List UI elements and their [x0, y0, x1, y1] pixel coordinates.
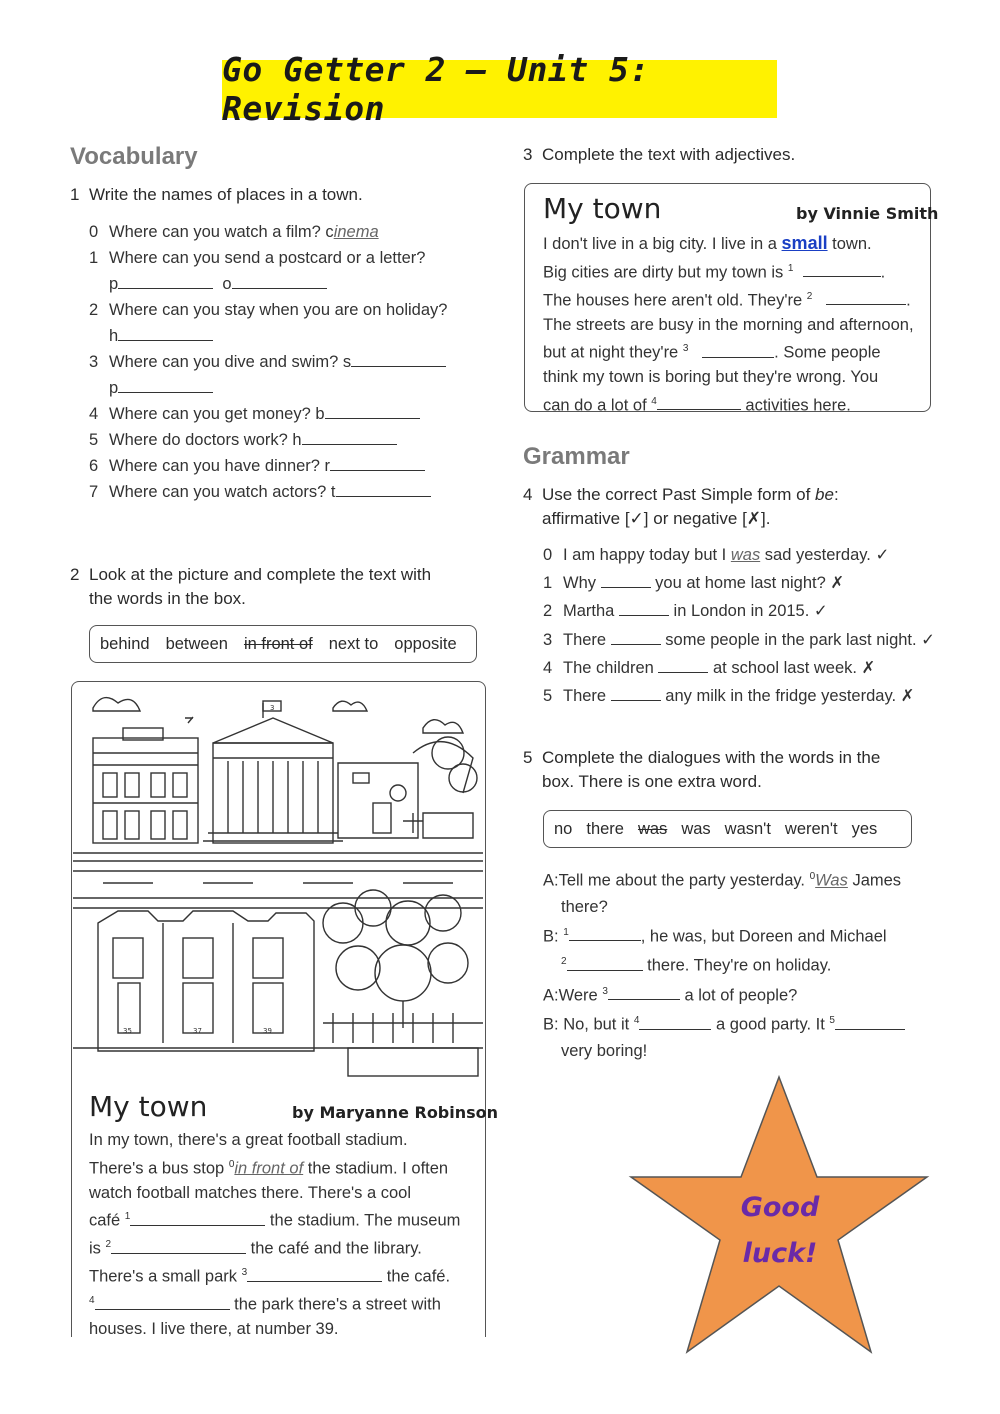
ex1-instruction: 1 Write the names of places in a town. [70, 185, 363, 204]
page-title: Go Getter 2 – Unit 5: Revision [222, 60, 777, 118]
answer-blank[interactable] [658, 656, 708, 673]
answer-blank[interactable] [601, 571, 651, 588]
dialogue-line: A:Were $^3$ a lot of people? [543, 979, 943, 1009]
word-option: opposite [394, 634, 457, 653]
answer-blank[interactable] [118, 324, 213, 341]
answer-blank[interactable] [608, 983, 680, 1000]
word-option: was [681, 819, 711, 838]
example-answer: inema [333, 223, 379, 241]
answer-blank[interactable] [325, 402, 420, 419]
house-number: 37 [193, 1027, 202, 1035]
answer-blank[interactable] [835, 1013, 905, 1030]
ex3-instruction: 3 Complete the text with adjectives. [523, 145, 796, 164]
good-luck-text: Good luck! [740, 1192, 820, 1269]
answer-blank[interactable] [702, 341, 774, 358]
answer-blank[interactable] [803, 260, 881, 277]
answer-blank[interactable] [247, 1265, 382, 1282]
grammar-heading: Grammar [523, 443, 630, 470]
ex3-text-byline: by Vinnie Smith [796, 204, 939, 223]
list-item: 5 There any milk in the fridge yesterday. ✗ [543, 682, 953, 710]
list-item: 2 Where can you stay when you are on holiday? [89, 301, 448, 319]
ex4-list [543, 541, 953, 710]
word-option: wasn't [724, 819, 771, 838]
word-option-used: was [637, 819, 668, 838]
list-item-cont: p [89, 375, 489, 401]
example-answer: was [730, 546, 761, 564]
list-item: 0 Where can you watch a film? cinema [89, 223, 379, 241]
word-option: between [165, 634, 228, 653]
museum-sign-number: 3 [270, 704, 275, 712]
ex2-instruction: 2 Look at the picture and complete the text with the words in the box. [70, 565, 432, 608]
list-item-cont: p o [89, 271, 489, 297]
answer-blank[interactable] [657, 393, 741, 410]
list-item: 3 Where can you dive and swim? s [89, 349, 489, 375]
list-item: 1 Where can you send a postcard or a letter? [89, 249, 426, 267]
answer-blank[interactable] [619, 599, 669, 616]
answer-blank[interactable] [567, 954, 643, 971]
word-option: weren't [784, 819, 838, 838]
town-illustration [73, 683, 483, 1078]
list-item: 0 I am happy today but I was sad yesterday. ✓ [543, 546, 890, 564]
answer-blank[interactable] [336, 480, 431, 497]
ex2-text-body: In my town, there's a great football stadium. There's a bus stop $^0$in front of the stadium. I often watch football matches there. There's a cool café $^1$ the stadium. The museum is $^2$ the café and the library. There's a small park $^3$ the café. $^4$ the park there's a street with houses. I live there, at number 39. [89, 1131, 461, 1338]
word-option-used: in front of [243, 634, 313, 653]
ex5-word-box [543, 810, 912, 848]
answer-blank[interactable] [130, 1209, 265, 1226]
answer-blank[interactable] [569, 924, 641, 941]
dialogue-line: B: No, but it $^4$ a good party. It $^5$ [543, 1008, 943, 1038]
word-option: there [586, 819, 624, 838]
ex2-text-title: My town [89, 1090, 208, 1123]
list-item: 1 Why you at home last night? ✗ [543, 569, 953, 597]
answer-blank[interactable] [232, 272, 327, 289]
list-item: 4 Where can you get money? b [89, 401, 489, 427]
answer-blank[interactable] [351, 350, 446, 367]
ex1-list [89, 219, 489, 505]
word-option: next to [328, 634, 379, 653]
example-answer: Was [815, 871, 848, 890]
answer-blank[interactable] [611, 628, 661, 645]
answer-blank[interactable] [111, 1237, 246, 1254]
list-item: 3 There some people in the park last night. ✓ [543, 626, 953, 654]
list-item: 5 Where do doctors work? h [89, 427, 489, 453]
ex3-text-title: My town [543, 192, 662, 225]
answer-blank[interactable] [826, 288, 906, 305]
vocabulary-heading: Vocabulary [70, 143, 198, 170]
word-option: no [554, 819, 573, 838]
ex5-instruction: 5 Complete the dialogues with the words in the box. There is one extra word. [523, 748, 881, 791]
house-number: 35 [123, 1027, 132, 1035]
list-item: 2 Martha in London in 2015. ✓ [543, 597, 953, 625]
ex3-text-body: I don't live in a big city. I live in a small town. Big cities are dirty but my town is $^1$ . The houses here aren't old. They're $^2$ . The streets are busy in the morning and afternoon, but at night they're $^3$ . Some people think my town is boring but they're wrong. You can do a lot of $^4$ activities here. [543, 233, 914, 414]
answer-blank[interactable] [118, 376, 213, 393]
dialogue-line: A:Tell me about the party yesterday. $^0$Was James [543, 871, 902, 890]
ex2-word-box [89, 625, 477, 663]
list-item: 4 The children at school last week. ✗ [543, 654, 953, 682]
answer-blank[interactable] [639, 1013, 711, 1030]
word-option: behind [100, 634, 150, 653]
answer-blank[interactable] [330, 454, 425, 471]
word-option: yes [851, 819, 878, 838]
dialogue-line: B: $^1$ , he was, but Doreen and Michael [543, 920, 943, 950]
answer-blank[interactable] [118, 272, 213, 289]
example-answer: in front of [234, 1159, 304, 1177]
answer-blank[interactable] [95, 1293, 230, 1310]
house-number: 39 [263, 1027, 272, 1035]
list-item: 7 Where can you watch actors? t [89, 479, 489, 505]
answer-blank[interactable] [611, 684, 661, 701]
ex2-text-byline: by Maryanne Robinson [292, 1103, 499, 1122]
example-answer: small [781, 233, 828, 253]
ex4-instruction: 4 Use the correct Past Simple form of be: affirmative [✓] or negative [✗]. [523, 485, 839, 528]
list-item: 6 Where can you have dinner? r [89, 453, 489, 479]
answer-blank[interactable] [302, 428, 397, 445]
ex5-dialogue: A:Tell me about the party yesterday. $^0$Was James there? B: $^1$ , he was, but Doreen and Michael $^2$ there. They're on holiday. A:Were $^3$ a lot of people? B: No, but it $^4$ a good party. It $^5$ very boring! [543, 864, 943, 1064]
list-item-cont: h [89, 323, 489, 349]
